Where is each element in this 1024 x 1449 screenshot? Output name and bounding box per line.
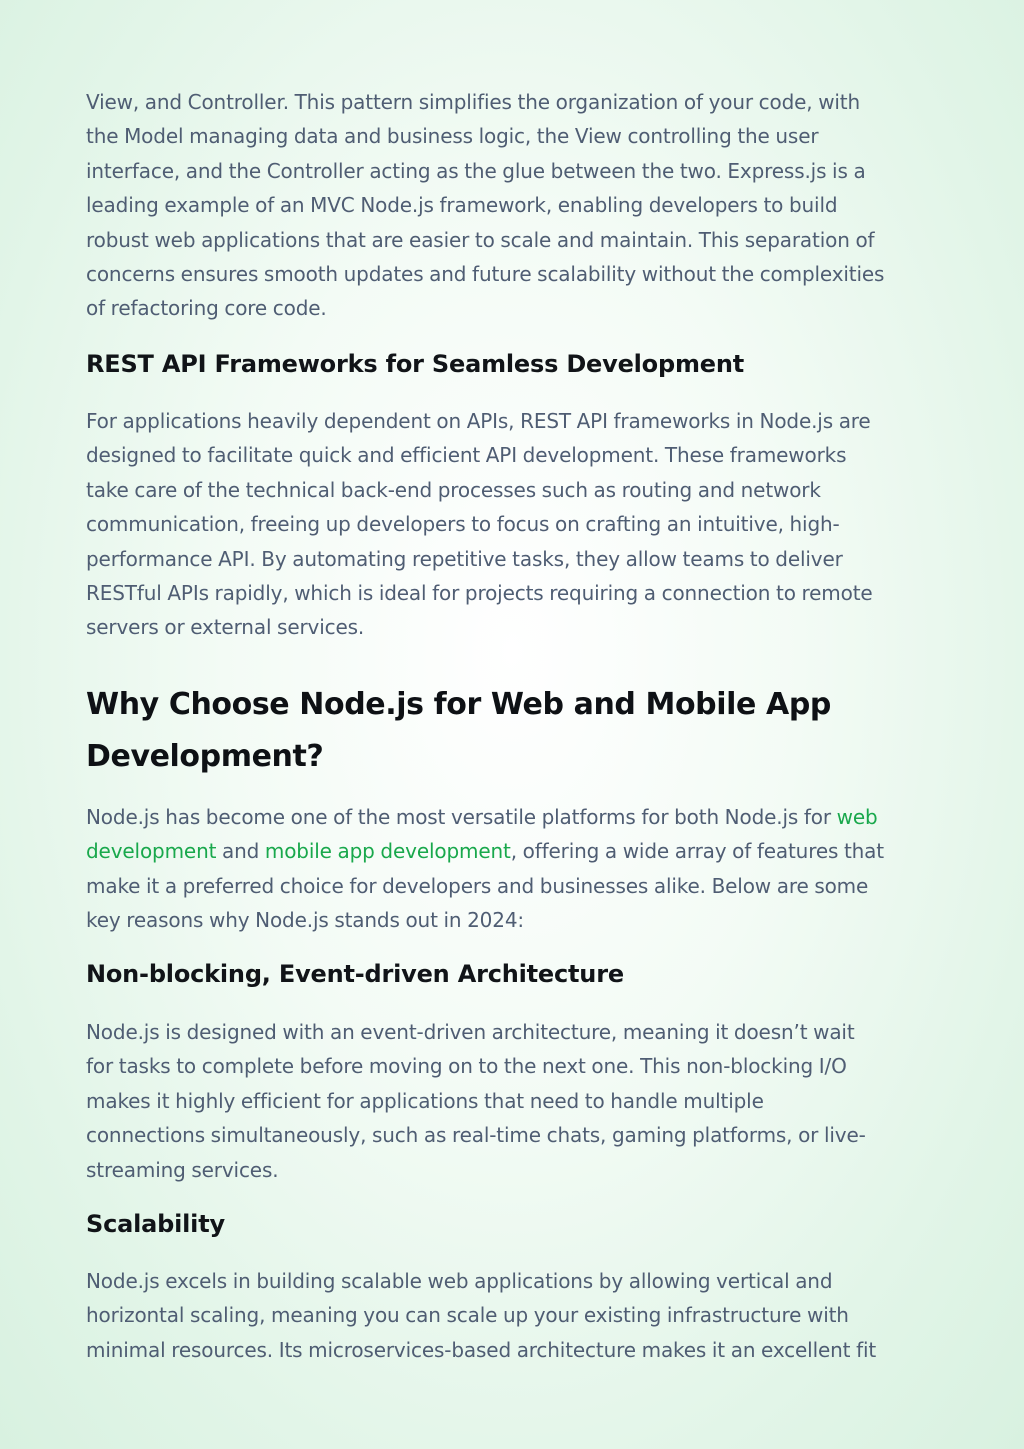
text-line: View, and Controller. This pattern simplifies the organization of your code, with (86, 90, 861, 114)
mvc-paragraph (86, 85, 942, 326)
text-line: horizontal scaling, meaning you can scale up your existing infrastructure with (86, 1303, 849, 1328)
why-choose-nodejs-heading (86, 679, 831, 783)
text-segment: Node.js has become one of the most versatile platforms for both Node.js for (86, 805, 837, 829)
text-line: the Model managing data and business logic, the View controlling the user (86, 124, 819, 149)
mobile-app-development-link[interactable]: mobile app development (264, 839, 511, 864)
text-line: communication, freeing up developers to focus on crafting an intuitive, high- (86, 512, 840, 537)
scalability-heading: Scalability (86, 1210, 225, 1238)
text-line (86, 800, 942, 834)
text-line: key reasons why Node.js stands out in 2024: (86, 908, 524, 933)
text-line: RESTful APIs rapidly, which is ideal for projects requiring a connection to remote (86, 581, 873, 606)
text-line: Node.js is designed with an event-driven architecture, meaning it doesn’t wait (86, 1020, 855, 1044)
web-development-link-continued[interactable]: development (86, 839, 217, 864)
text-line: streaming services. (86, 1157, 279, 1182)
non-blocking-heading: Non-blocking, Event-driven Architecture (86, 960, 624, 988)
text-line (86, 834, 942, 868)
text-line: For applications heavily dependent on APIs, REST API frameworks in Node.js are (86, 409, 871, 433)
web-development-link[interactable]: web (836, 805, 878, 829)
text-line: designed to facilitate quick and efficient API development. These frameworks (86, 443, 847, 468)
text-line: for tasks to complete before moving on to the next one. This non-blocking I/O (86, 1054, 847, 1079)
text-line: minimal resources. Its microservices-based architecture makes it an excellent fit (86, 1337, 877, 1362)
rest-api-paragraph (86, 404, 942, 645)
text-line: robust web applications that are easier to scale and maintain. This separation of (86, 227, 875, 252)
text-line: performance API. By automating repetitive tasks, they allow teams to deliver (86, 546, 843, 571)
text-line: make it a preferred choice for developers and businesses alike. Below are some (86, 873, 869, 898)
text-line: of refactoring core code. (86, 296, 327, 321)
why-nodejs-paragraph (86, 800, 942, 938)
text-segment: and (216, 839, 265, 864)
rest-api-heading: REST API Frameworks for Seamless Development (86, 350, 744, 378)
text-line: connections simultaneously, such as real-time chats, gaming platforms, or live- (86, 1123, 866, 1148)
text-line: servers or external services. (86, 615, 365, 640)
text-line: interface, and the Controller acting as the glue between the two. Express.js is a (86, 158, 866, 183)
text-line: Node.js excels in building scalable web applications by allowing vertical and (86, 1269, 833, 1293)
scalability-paragraph (86, 1264, 942, 1367)
text-line: take care of the technical back-end processes such as routing and network (86, 477, 821, 502)
heading-line: Development? (86, 739, 324, 774)
heading-line: Why Choose Node.js for Web and Mobile App (86, 687, 831, 722)
text-segment: , offering a wide array of features that (510, 839, 884, 864)
text-line: makes it highly efficient for applications that need to handle multiple (86, 1088, 764, 1113)
text-line: leading example of an MVC Node.js framework, enabling developers to build (86, 193, 838, 218)
non-blocking-paragraph (86, 1015, 942, 1187)
text-line: concerns ensures smooth updates and future scalability without the complexities (86, 262, 885, 287)
